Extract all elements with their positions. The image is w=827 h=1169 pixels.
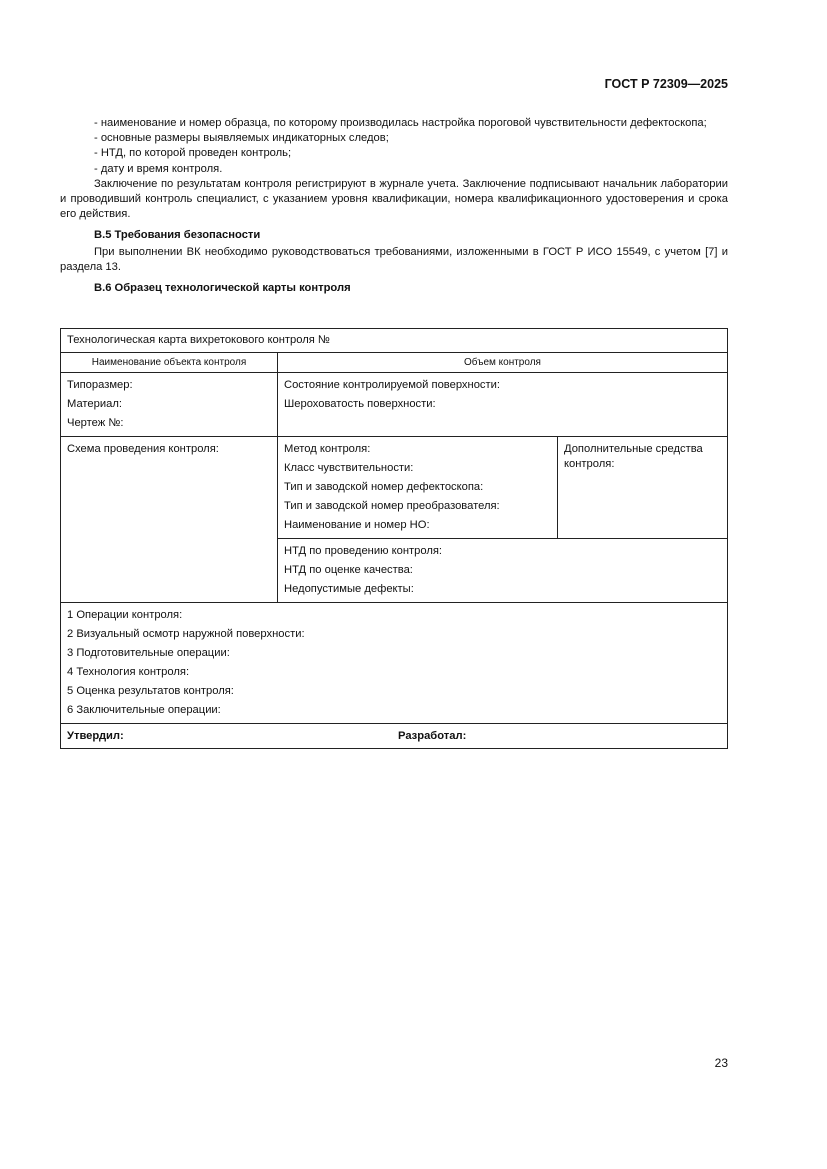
ntd-quality-field: НТД по оценке качества:	[284, 564, 413, 576]
document-code: ГОСТ Р 72309—2025	[604, 77, 728, 91]
surface-fields	[278, 373, 727, 436]
safety-paragraph: При выполнении ВК необходимо руководствоваться требованиями, изложенными в ГОСТ Р ИСО 15549, с учетом [7] и раздела 13.	[60, 245, 728, 273]
drawing-field: Чертеж №:	[67, 417, 124, 429]
sensitivity-class-field: Класс чувствительности:	[284, 462, 414, 474]
operations-row	[61, 602, 727, 723]
list-item: - НТД, по которой проведен контроль;	[94, 147, 292, 160]
developed-by-label: Разработал:	[398, 730, 467, 742]
list-item: - наименование и номер образца, по которому производилась настройка пороговой чувствительности дефектоскопа;	[94, 117, 707, 129]
body-text	[60, 116, 728, 297]
roughness-field: Шероховатость поверхности:	[284, 398, 436, 410]
size-field: Типоразмер:	[67, 379, 133, 391]
object-column-header: Наименование объекта контроля	[61, 353, 278, 372]
card-title: Технологическая карта вихретокового контроля №	[67, 334, 330, 346]
transducer-field: Тип и заводской номер преобразователя:	[284, 500, 500, 512]
list-item: 5 Оценка результатов контроля:	[67, 685, 234, 697]
object-fields	[61, 373, 278, 436]
flaw-detector-field: Тип и заводской номер дефектоскопа:	[284, 481, 484, 493]
list-item: - дату и время контроля.	[94, 162, 223, 175]
operations-list	[61, 603, 727, 723]
surface-condition-field: Состояние контролируемой поверхности:	[284, 379, 500, 391]
section-heading-b6: В.6 Образец технологической карты контроля	[94, 282, 351, 295]
unacceptable-defects-field: Недопустимые дефекты:	[284, 583, 414, 595]
card-title-row	[61, 329, 727, 352]
scope-column-header: Объем контроля	[464, 357, 541, 368]
list-item: 1 Операции контроля:	[67, 609, 183, 621]
method-row	[61, 436, 727, 602]
material-field: Материал:	[67, 398, 122, 410]
signature-row	[61, 723, 727, 748]
reference-sample-field: Наименование и номер НО:	[284, 519, 430, 531]
page-number: 23	[714, 1056, 728, 1070]
object-row	[61, 372, 727, 436]
control-card-table	[60, 328, 728, 749]
ntd-procedure-field: НТД по проведению контроля:	[284, 545, 443, 557]
section-heading-b5: В.5 Требования безопасности	[94, 229, 261, 242]
method-field: Метод контроля:	[284, 443, 371, 455]
list-item: 3 Подготовительные операции:	[67, 647, 230, 659]
method-column	[278, 437, 727, 602]
conclusion-paragraph: Заключение по результатам контроля регистрируют в журнале учета. Заключение подписывают начальник лаборатории и проводивший контроль специалист, с указанием уровня квалификации, номера квалификационного удостоверения и срока его действия.	[60, 177, 728, 221]
list-item: 4 Технология контроля:	[67, 666, 190, 678]
ntd-fields	[278, 538, 727, 602]
method-block	[278, 437, 727, 538]
list-item: 6 Заключительные операции:	[67, 704, 221, 716]
list-item: - основные размеры выявляемых индикаторных следов;	[94, 132, 389, 145]
method-fields	[278, 437, 558, 538]
list-item: 2 Визуальный осмотр наружной поверхности:	[67, 628, 305, 640]
scheme-label: Схема проведения контроля:	[61, 437, 278, 602]
card-header-row	[61, 352, 727, 372]
approved-by-label: Утвердил:	[67, 730, 124, 742]
extra-means-field: Дополнительные средства контроля:	[564, 443, 703, 470]
